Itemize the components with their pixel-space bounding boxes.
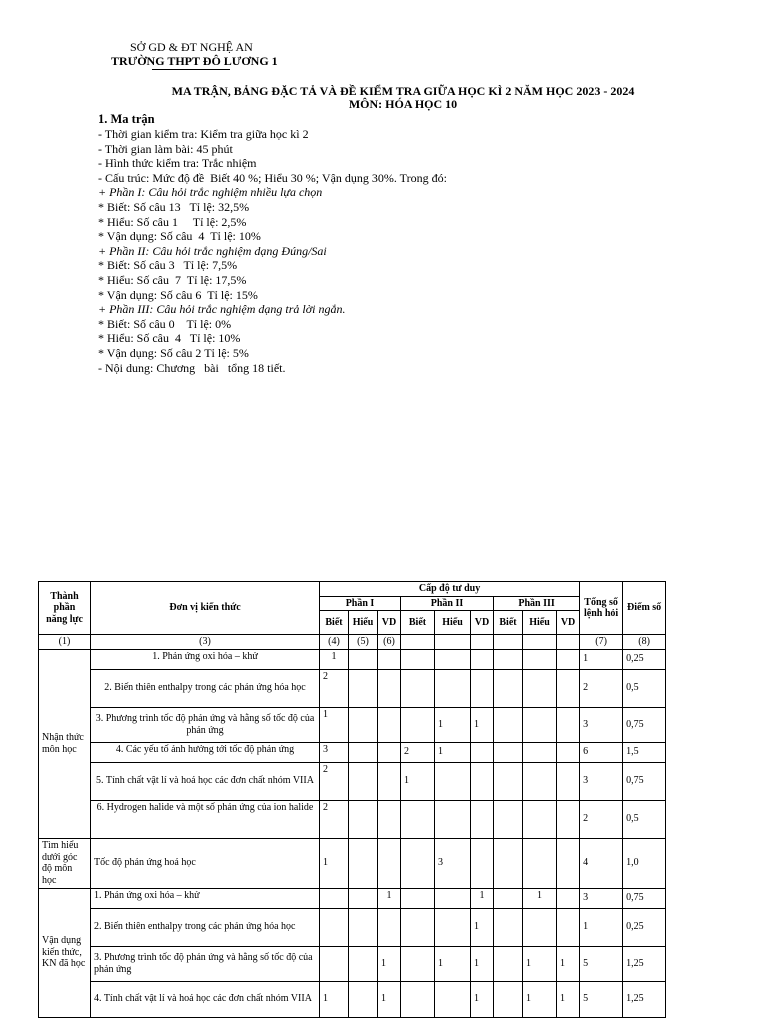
score-cell: 0,75 <box>623 707 666 742</box>
info-line: - Thời gian kiểm tra: Kiểm tra giữa học kì 2 <box>98 127 309 141</box>
cell: 1 <box>378 946 401 981</box>
header-vd: VD <box>471 611 494 635</box>
department-name: SỞ GD & ĐT NGHỆ AN <box>130 40 253 54</box>
info-line: * Hiểu: Số câu 4 Tỉ lệ: 10% <box>98 331 241 346</box>
info-line: - Thời gian làm bài: 45 phút <box>98 141 233 156</box>
matrix-table <box>38 581 666 1018</box>
cell: 1 <box>378 888 401 908</box>
cell: 1 <box>557 981 580 1017</box>
group-label: Nhận thức môn học <box>39 649 91 838</box>
unit-cell: 1. Phản ứng oxi hóa – khử <box>91 888 320 908</box>
group-label: Vận dụng kiến thức, KN đã học <box>39 888 91 1017</box>
score-cell: 0,5 <box>623 669 666 707</box>
cell: 1 <box>471 946 494 981</box>
total-cell: 2 <box>580 800 623 838</box>
cell: 1 <box>320 838 349 888</box>
total-cell: 3 <box>580 707 623 742</box>
cell: 1 <box>435 707 471 742</box>
score-cell: 1,0 <box>623 838 666 888</box>
unit-cell: Tốc độ phản ứng hoá học <box>91 838 320 888</box>
info-line: * Biết: Số câu 13 Tỉ lệ: 32,5% <box>98 199 250 214</box>
header-part3: Phần III <box>494 596 580 611</box>
cell: 1 <box>471 707 494 742</box>
unit-cell: 4. Tính chất vật lí và hoá học các đơn chất nhóm VIIA <box>91 981 320 1017</box>
header-total: Tổng số lệnh hỏi <box>580 582 623 635</box>
header-part1: Phần I <box>320 596 401 611</box>
cell: 1 <box>523 946 557 981</box>
cell: 1 <box>435 742 471 762</box>
exam-info <box>98 127 447 375</box>
score-cell: 1,25 <box>623 981 666 1017</box>
header-hieu: Hiểu <box>435 611 471 635</box>
total-cell: 3 <box>580 762 623 800</box>
cell: 2 <box>320 800 349 838</box>
info-line: + Phần III: Câu hỏi trắc nghiệm dạng trả lời ngắn. <box>98 302 346 317</box>
total-cell: 3 <box>580 888 623 908</box>
info-line: * Hiểu: Số câu 7 Tỉ lệ: 17,5% <box>98 272 247 287</box>
header-unit: Đơn vị kiến thức <box>91 582 320 635</box>
cell: 1 <box>378 981 401 1017</box>
cell: 2 <box>401 742 435 762</box>
header-biet: Biết <box>320 611 349 635</box>
header-biet: Biết <box>401 611 435 635</box>
unit-cell: 3. Phương trình tốc độ phản ứng và hằng số tốc độ của phản ứng <box>91 946 320 981</box>
score-cell: 0,75 <box>623 888 666 908</box>
section-heading: 1. Ma trận <box>98 112 155 126</box>
cell: 1 <box>401 762 435 800</box>
header-hieu: Hiểu <box>349 611 378 635</box>
cell: 3 <box>320 742 349 762</box>
score-cell: 0,5 <box>623 800 666 838</box>
cell: 1 <box>435 946 471 981</box>
cell: 1 <box>471 908 494 946</box>
cell: 1 <box>557 946 580 981</box>
col-number: (7) <box>580 635 623 650</box>
header-part2: Phần II <box>401 596 494 611</box>
total-cell: 1 <box>580 649 623 669</box>
group-label: Tìm hiểu dưới góc độ môn học <box>39 838 91 888</box>
unit-cell: 3. Phương trình tốc độ phản ứng và hằng số tốc độ của phản ứng <box>91 707 320 742</box>
col-number: (5) <box>349 635 378 650</box>
subject-title: MÔN: HÓA HỌC 10 <box>348 97 458 111</box>
info-line: * Hiểu: Số câu 1 Tỉ lệ: 2,5% <box>98 214 247 229</box>
col-number: (8) <box>623 635 666 650</box>
unit-cell: 4. Các yếu tố ảnh hưởng tới tốc độ phản ứng <box>91 742 320 762</box>
cell: 1 <box>471 981 494 1017</box>
score-cell: 1,25 <box>623 946 666 981</box>
total-cell: 5 <box>580 981 623 1017</box>
header-competency: Thành phần năng lực <box>39 582 91 635</box>
score-cell: 0,25 <box>623 649 666 669</box>
col-number: (4) <box>320 635 349 650</box>
unit-cell: 5. Tính chất vật lí và hoá học các đơn chất nhóm VIIA <box>91 762 320 800</box>
header-hieu: Hiểu <box>523 611 557 635</box>
col-number: (3) <box>91 635 320 650</box>
info-line: - Hình thức kiểm tra: Trắc nhiệm <box>98 156 257 171</box>
unit-cell: 1. Phản ứng oxi hóa – khử <box>91 649 320 669</box>
total-cell: 2 <box>580 669 623 707</box>
document-title: MA TRẬN, BẢNG ĐẶC TẢ VÀ ĐỀ KIỂM TRA GIỮA HỌC KÌ 2 NĂM HỌC 2023 - 2024 <box>171 84 635 98</box>
cell: 3 <box>435 838 471 888</box>
school-name: TRƯỜNG THPT ĐÔ LƯƠNG 1 <box>111 54 278 68</box>
info-line: + Phần II: Câu hỏi trắc nghiệm dạng Đúng/Sai <box>98 243 327 258</box>
header-vd: VD <box>378 611 401 635</box>
header-biet: Biết <box>494 611 523 635</box>
header-vd: VD <box>557 611 580 635</box>
total-cell: 4 <box>580 838 623 888</box>
info-line: - Nội dung: Chương bài tổng 18 tiết. <box>98 360 286 375</box>
header-level: Cấp độ tư duy <box>320 582 580 597</box>
info-line: * Biết: Số câu 0 Tỉ lệ: 0% <box>98 316 232 331</box>
total-cell: 6 <box>580 742 623 762</box>
header-score: Điểm số <box>623 582 666 635</box>
info-line: * Vận dụng: Số câu 4 Tỉ lệ: 10% <box>98 229 261 244</box>
cell: 2 <box>320 762 349 800</box>
score-cell: 0,25 <box>623 908 666 946</box>
info-line: * Vận dụng: Số câu 6 Tỉ lệ: 15% <box>98 287 258 302</box>
info-line: - Cấu trúc: Mức độ đề Biết 40 %; Hiểu 30 %; Vận dụng 30%. Trong đó: <box>98 170 447 185</box>
unit-cell: 6. Hydrogen halide và một số phản ứng của ion halide <box>91 800 320 838</box>
cell: 1 <box>320 649 349 669</box>
cell: 1 <box>471 888 494 908</box>
unit-cell: 2. Biến thiên enthalpy trong các phản ứng hóa học <box>91 669 320 707</box>
header-divider <box>152 69 230 70</box>
cell: 1 <box>320 707 349 742</box>
cell: 1 <box>523 981 557 1017</box>
score-cell: 1,5 <box>623 742 666 762</box>
info-line: + Phần I: Câu hỏi trắc nghiệm nhiều lựa chọn <box>98 185 323 200</box>
cell: 1 <box>523 888 557 908</box>
total-cell: 1 <box>580 908 623 946</box>
col-number: (1) <box>39 635 91 650</box>
total-cell: 5 <box>580 946 623 981</box>
info-line: * Vận dụng: Số câu 2 Tỉ lệ: 5% <box>98 345 249 360</box>
cell: 2 <box>320 669 349 707</box>
info-line: * Biết: Số câu 3 Tỉ lệ: 7,5% <box>98 258 238 273</box>
cell: 1 <box>320 981 349 1017</box>
col-number: (6) <box>378 635 401 650</box>
score-cell: 0,75 <box>623 762 666 800</box>
unit-cell: 2. Biến thiên enthalpy trong các phản ứng hóa học <box>91 908 320 946</box>
